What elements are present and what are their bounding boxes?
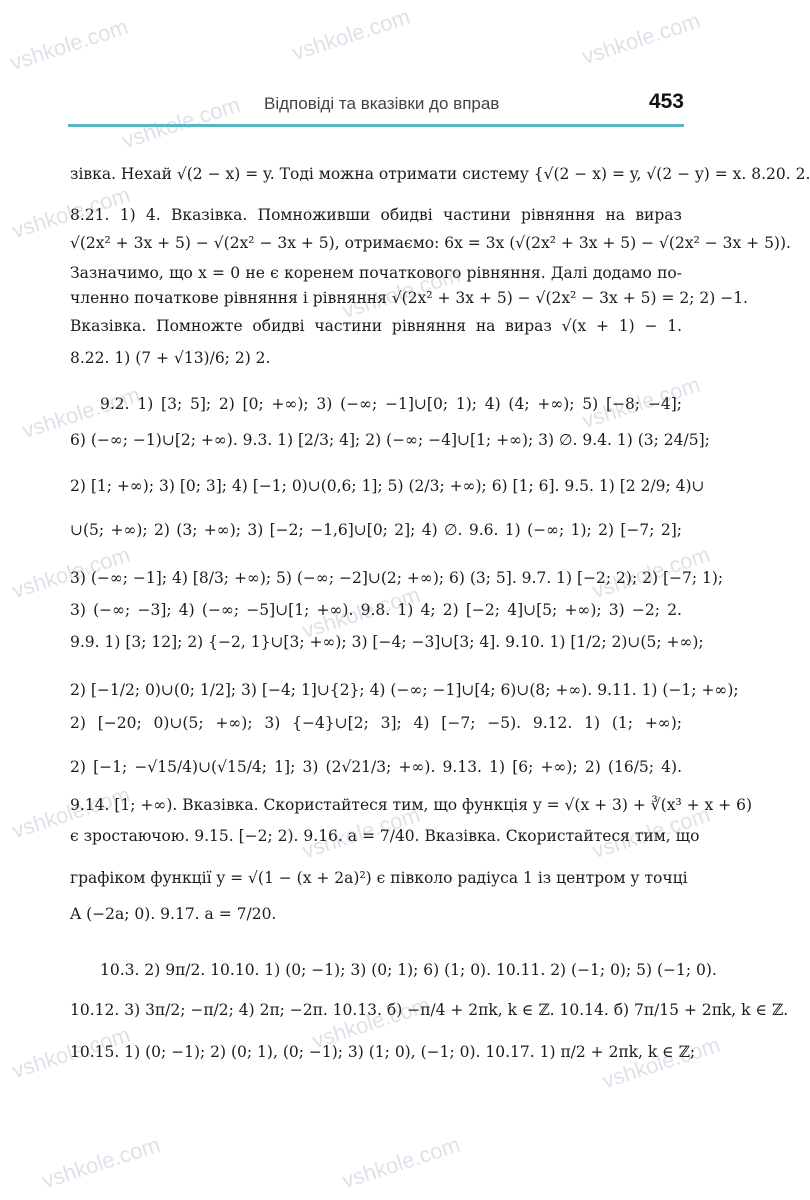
- text-line: 9.2. 1) [3; 5]; 2) [0; +∞); 3) (−∞; −1]∪[0; 1); 4) (4; +∞); 5) [−8; −4];: [100, 395, 682, 413]
- text-line: ∪(5; +∞); 2) (3; +∞); 3) [−2; −1,6]∪[0; 2]; 4) ∅. 9.6. 1) (−∞; 1); 2) [−7; 2];: [70, 521, 682, 539]
- watermark: vshkole.com: [38, 1131, 163, 1194]
- watermark: vshkole.com: [588, 541, 713, 604]
- header-title: Відповіді та вказівки до вправ: [264, 94, 500, 113]
- watermark: vshkole.com: [18, 381, 143, 444]
- text-line: 8.22. 1) (7 + √13)/6; 2) 2.: [70, 349, 271, 367]
- text-line: 10.15. 1) (0; −1); 2) (0; 1), (0; −1); 3) (1; 0), (−1; 0). 10.17. 1) π/2 + 2πk, k ∈ ℤ;: [70, 1043, 696, 1061]
- text-line: 3) (−∞; −1]; 4) [8/3; +∞); 5) (−∞; −2]∪(2; +∞); 6) (3; 5]. 9.7. 1) [−2; 2); 2) [−7; 1);: [70, 569, 724, 587]
- watermark: vshkole.com: [338, 261, 463, 324]
- text-line: членно початкове рівняння і рівняння √(2x² + 3x + 5) − √(2x² − 3x + 5) = 2; 2) −1.: [70, 289, 748, 307]
- watermark: vshkole.com: [8, 541, 133, 604]
- text-line: Зазначимо, що x = 0 не є коренем початкового рівняння. Далі додамо по-: [70, 264, 682, 282]
- text-line: 10.3. 2) 9π/2. 10.10. 1) (0; −1); 3) (0; 1); 6) (1; 0). 10.11. 2) (−1; 0); 5) (−1; 0).: [100, 961, 717, 979]
- text-line: 10.12. 3) 3π/2; −π/2; 4) 2π; −2π. 10.13. б) −π/4 + 2πk, k ∈ ℤ. 10.14. б) 7π/15 + 2πk, k ∈ ℤ.: [70, 1001, 789, 1019]
- watermark: vshkole.com: [8, 1021, 133, 1084]
- text-line: √(2x² + 3x + 5) − √(2x² − 3x + 5), отримаємо: 6x = 3x (√(2x² + 3x + 5) − √(2x² − 3x + 5)).: [70, 234, 791, 252]
- text-line: 2) [−1; −√15/4)∪(√15/4; 1]; 3) (2√21/3; +∞). 9.13. 1) [6; +∞); 2) (16/5; 4).: [70, 758, 682, 776]
- watermark: vshkole.com: [298, 801, 423, 864]
- watermark: vshkole.com: [8, 781, 133, 844]
- text-line: A (−2a; 0). 9.17. a = 7/20.: [70, 905, 277, 923]
- watermark: vshkole.com: [118, 91, 243, 154]
- watermark: vshkole.com: [598, 1031, 723, 1094]
- watermark: vshkole.com: [308, 991, 433, 1054]
- text-line: 8.21. 1) 4. Вказівка. Помноживши обидві частини рівняння на вираз: [70, 206, 682, 224]
- watermark: vshkole.com: [298, 581, 423, 644]
- text-line: зівка. Нехай √(2 − x) = y. Тоді можна отримати систему {√(2 − x) = y, √(2 − y) = x. 8.20. 2.: [70, 165, 810, 183]
- watermark: vshkole.com: [288, 3, 413, 66]
- page-number: 453: [648, 90, 684, 113]
- text-line: 2) [1; +∞); 3) [0; 3]; 4) [−1; 0)∪(0,6; 1]; 5) (2/3; +∞); 6) [1; 6]. 9.5. 1) [2 2/9; 4)∪: [70, 477, 705, 495]
- text-line: 9.9. 1) [3; 12]; 2) {−2, 1}∪[3; +∞); 3) [−4; −3]∪[3; 4]. 9.10. 1) [1/2; 2)∪(5; +∞);: [70, 633, 704, 651]
- text-line: є зростаючою. 9.15. [−2; 2). 9.16. a = 7/40. Вказівка. Скористайтеся тим, що: [70, 827, 700, 845]
- watermark: vshkole.com: [578, 7, 703, 70]
- watermark: vshkole.com: [6, 13, 131, 76]
- text-line: 2) [−20; 0)∪(5; +∞); 3) {−4}∪[2; 3]; 4) [−7; −5). 9.12. 1) (1; +∞);: [70, 714, 682, 732]
- text-line: 6) (−∞; −1)∪[2; +∞). 9.3. 1) [2/3; 4]; 2) (−∞; −4]∪[1; +∞); 3) ∅. 9.4. 1) (3; 24/5];: [70, 431, 710, 449]
- text-line: 2) [−1/2; 0)∪(0; 1/2]; 3) [−4; 1]∪{2}; 4) (−∞; −1]∪[4; 6)∪(8; +∞). 9.11. 1) (−1; +∞);: [70, 681, 739, 699]
- page-header: [68, 92, 684, 127]
- text-line: графіком функції y = √(1 − (x + 2a)²) є півколо радіуса 1 із центром у точці: [70, 869, 688, 887]
- text-line: 3) (−∞; −3]; 4) (−∞; −5]∪[1; +∞). 9.8. 1) 4; 2) [−2; 4]∪[5; +∞); 3) −2; 2.: [70, 601, 682, 619]
- watermark: vshkole.com: [338, 1131, 463, 1194]
- text-line: 9.14. [1; +∞). Вказівка. Скористайтеся тим, що функція y = √(x + 3) + ∛(x³ + x + 6): [70, 796, 753, 814]
- watermark: vshkole.com: [8, 181, 133, 244]
- text-line: Вказівка. Помножте обидві частини рівняння на вираз √(x + 1) − 1.: [70, 317, 682, 335]
- watermark: vshkole.com: [578, 371, 703, 434]
- watermark: vshkole.com: [588, 801, 713, 864]
